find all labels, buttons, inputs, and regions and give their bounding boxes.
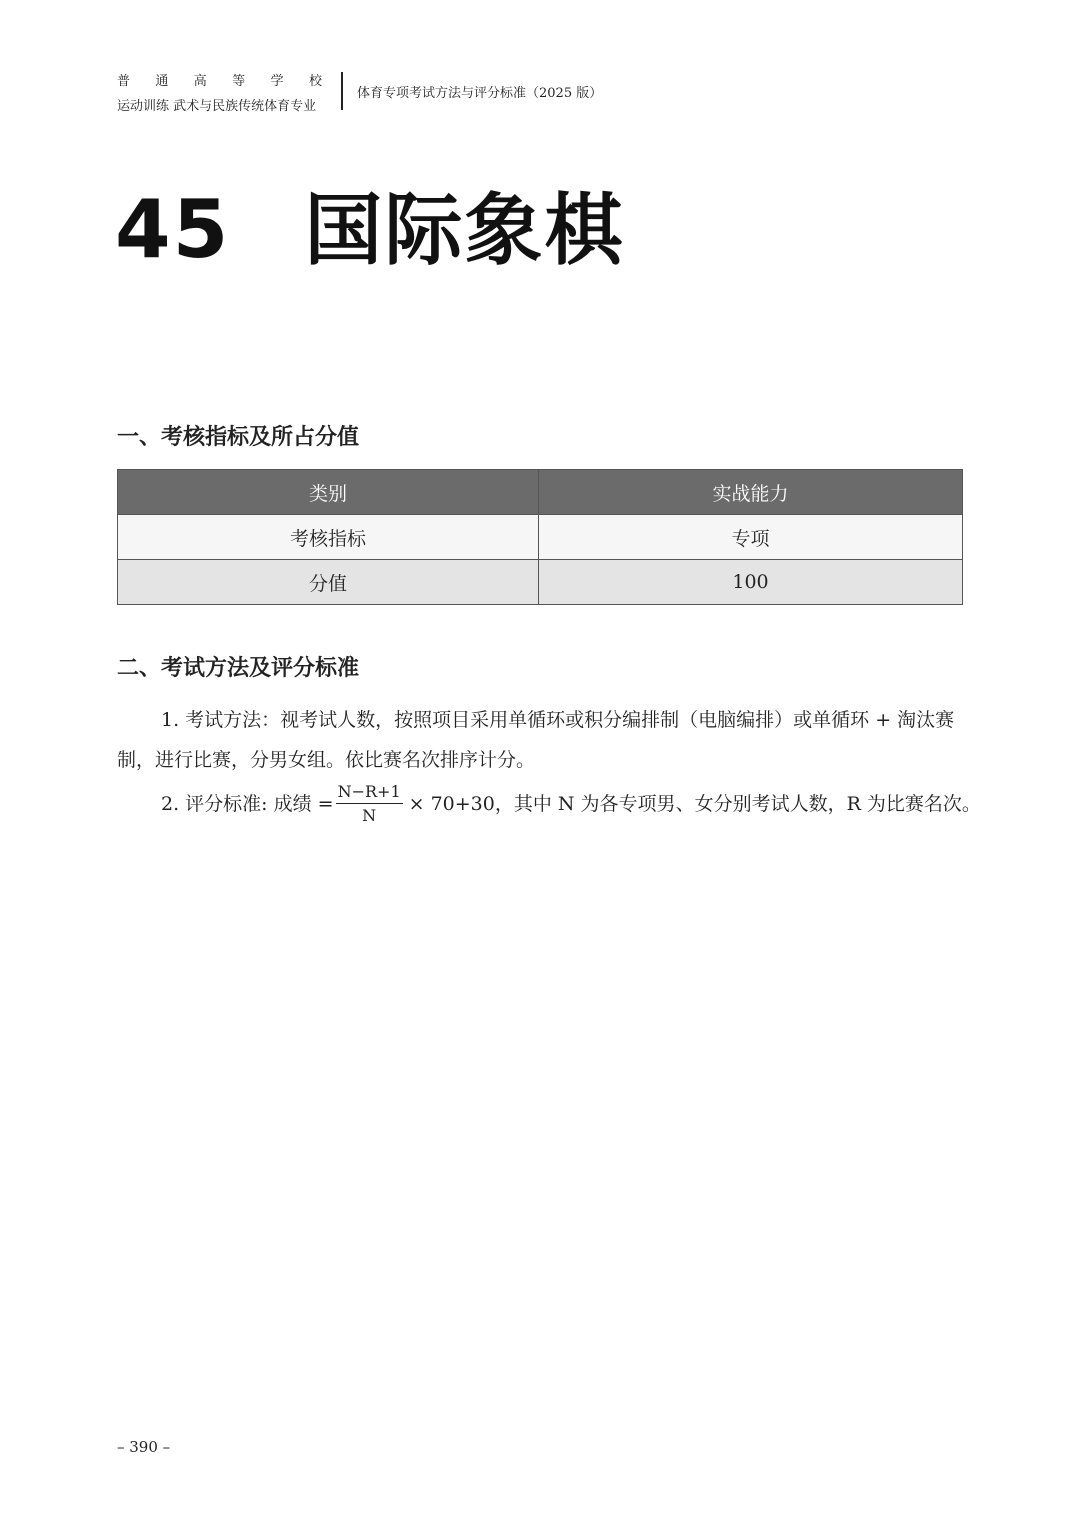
header-divider	[341, 72, 343, 110]
header-char: 通	[155, 74, 169, 89]
header-char: 等	[232, 74, 246, 89]
score-table	[117, 469, 963, 605]
page-number: – 390 –	[117, 1438, 171, 1456]
scoring-standard-paragraph	[161, 782, 981, 826]
table-cell: 专项	[539, 515, 963, 560]
table-row	[118, 560, 963, 605]
chapter-number: 45	[115, 183, 231, 276]
table-header-cell: 实战能力	[539, 470, 963, 515]
score-formula-fraction	[336, 782, 403, 826]
header-char: 高	[193, 74, 207, 89]
table-cell: 分值	[118, 560, 539, 605]
table-header-row	[118, 470, 963, 515]
table-header-cell: 类别	[118, 470, 539, 515]
chapter-title-block	[115, 168, 624, 280]
table-row	[118, 515, 963, 560]
header-char: 学	[270, 74, 284, 89]
section-heading-indicators: 一、考核指标及所占分值	[117, 424, 360, 450]
header-book-title: 体育专项考试方法与评分标准（2025 版）	[357, 86, 603, 101]
header-school-type	[117, 70, 322, 89]
scoring-prefix: 2. 评分标准: 成绩 =	[161, 793, 334, 815]
chapter-title: 国际象棋	[304, 186, 625, 276]
header-left	[117, 70, 332, 114]
header-char: 普	[117, 74, 131, 89]
section-heading-methods: 二、考试方法及评分标准	[117, 655, 360, 681]
header-major: 运动训练 武术与民族传统体育专业	[117, 99, 317, 114]
table-cell: 考核指标	[118, 515, 539, 560]
scoring-suffix: × 70+30，其中 N 为各专项男、女分别考试人数，R 为比赛名次。	[408, 793, 981, 815]
header-char: 校	[308, 74, 322, 89]
exam-method-paragraph: 1. 考试方法：视考试人数，按照项目采用单循环或积分编排制（电脑编排）或单循环 + 淘汰赛制，进行比赛，分男女组。依比赛名次排序计分。	[117, 709, 955, 771]
table-cell: 100	[539, 560, 963, 605]
formula-denominator: N	[362, 806, 377, 825]
formula-numerator: N−R+1	[336, 782, 403, 804]
